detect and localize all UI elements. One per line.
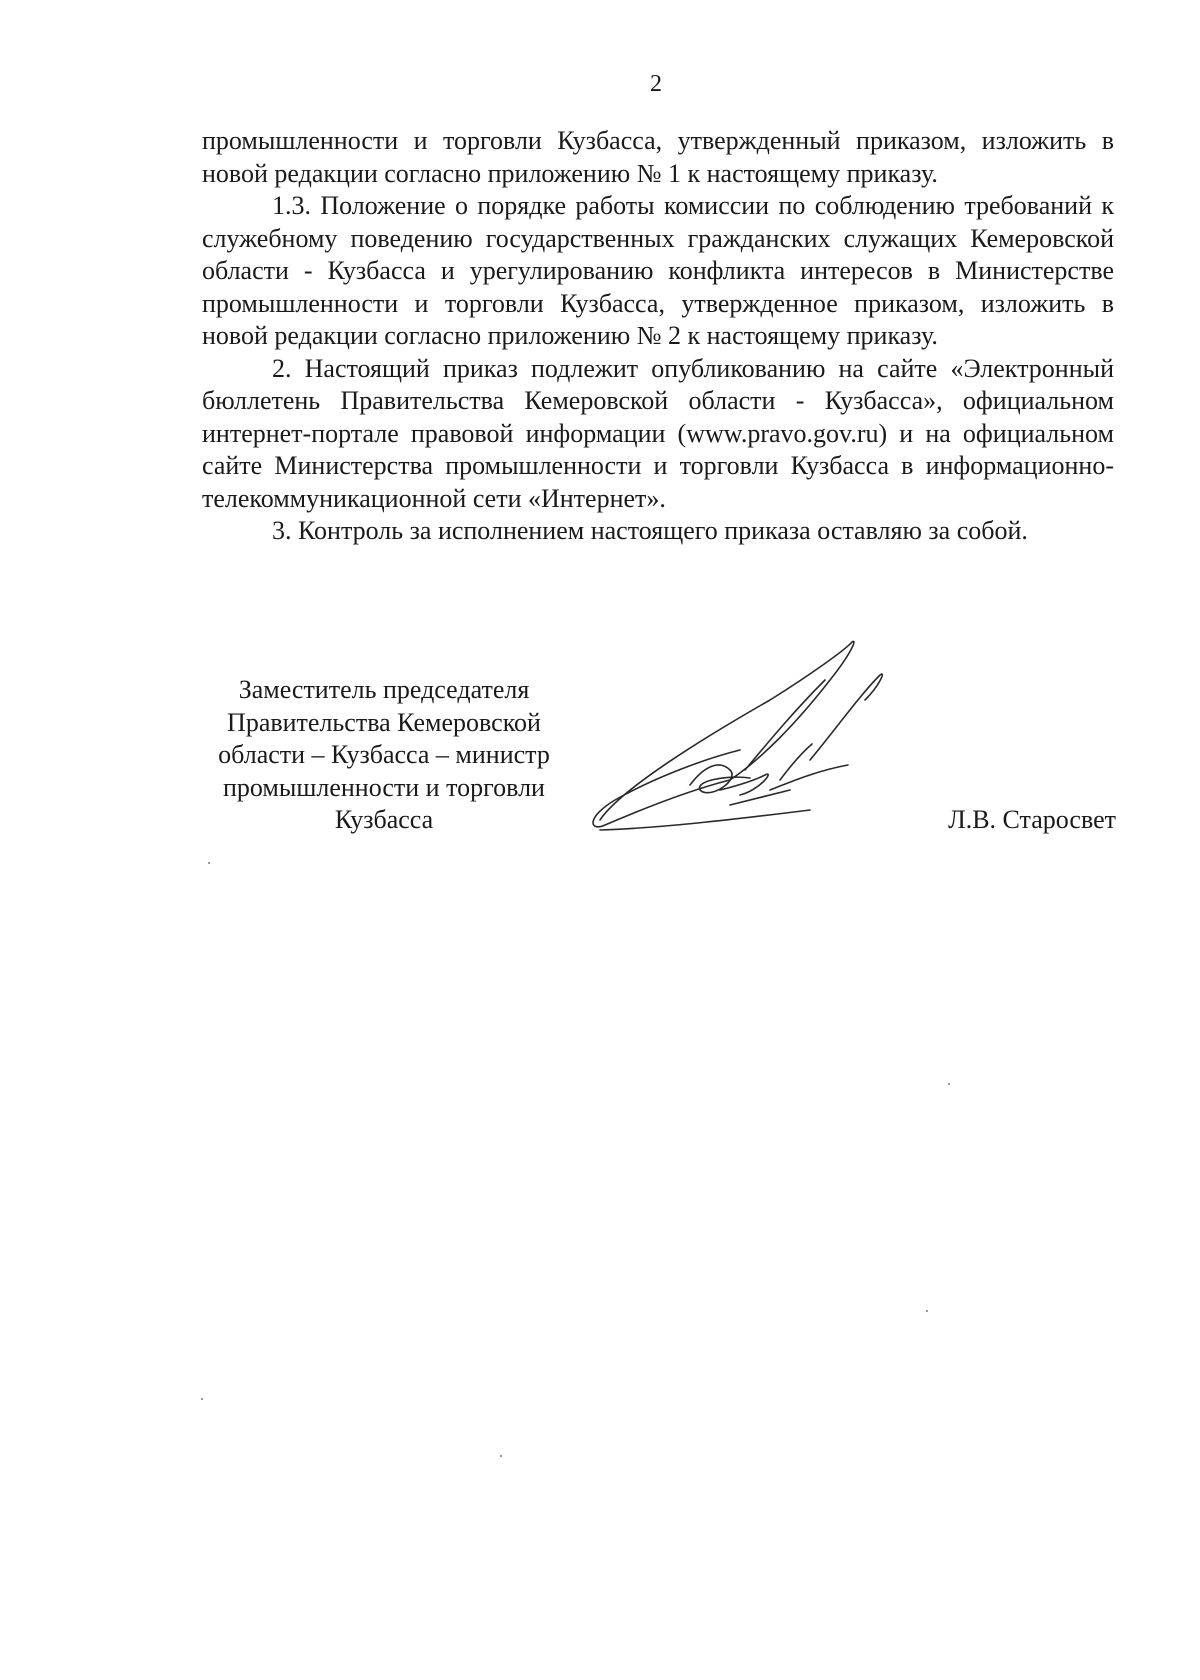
document-body [202,125,1114,548]
scan-speck [926,1310,928,1312]
scan-speck [500,1455,502,1457]
paragraph-3: 3. Контроль за исполнением настоящего приказа оставляю за собой. [272,516,1028,545]
signatory-position-line: Заместитель председателя [238,675,530,704]
signatory-position-line: промышленности и торговли [223,772,545,802]
signatory-position-line: Кузбасса [334,805,434,834]
paragraph-1-3: 1.3. Положение о порядке работы комиссии по соблюдению требований к служебному поведению государственных гражданских служащих Кемеровской области - Кузбасса и урегулированию конфликта интересов в Министерстве промышленности и торговли Кузбасса, утвержденное приказом, изложить в новой редакции согласно приложению № 2 к настоящему приказу. [202,191,1114,350]
paragraph-2: 2. Настоящий приказ подлежит опубликованию на сайте «Электронный бюллетень Правительства Кемеровской области - Кузбасса», официальном интернет-портале правовой информации (www.pravo.gov.ru) и на официальном сайте Министерства промышленности и торговли Кузбасса в информационно-телекоммуникационной сети «Интернет». [202,353,1114,513]
scan-speck [201,1398,203,1400]
signatory-position-line: области – Кузбасса – министр [218,740,550,769]
scan-speck [948,1083,950,1085]
signatory-name: Л.В. Старосвет [948,805,1116,834]
handwritten-signature [580,640,920,840]
scan-speck [208,862,210,864]
signatory-position [194,674,574,837]
page-number: 2 [650,71,662,97]
signatory-position-line: Правительства Кемеровской [227,707,541,737]
paragraph-continuation: промышленности и торговли Кузбасса, утвержденный приказом, изложить в новой редакции согласно приложению № 1 к настоящему приказу. [202,126,1114,188]
